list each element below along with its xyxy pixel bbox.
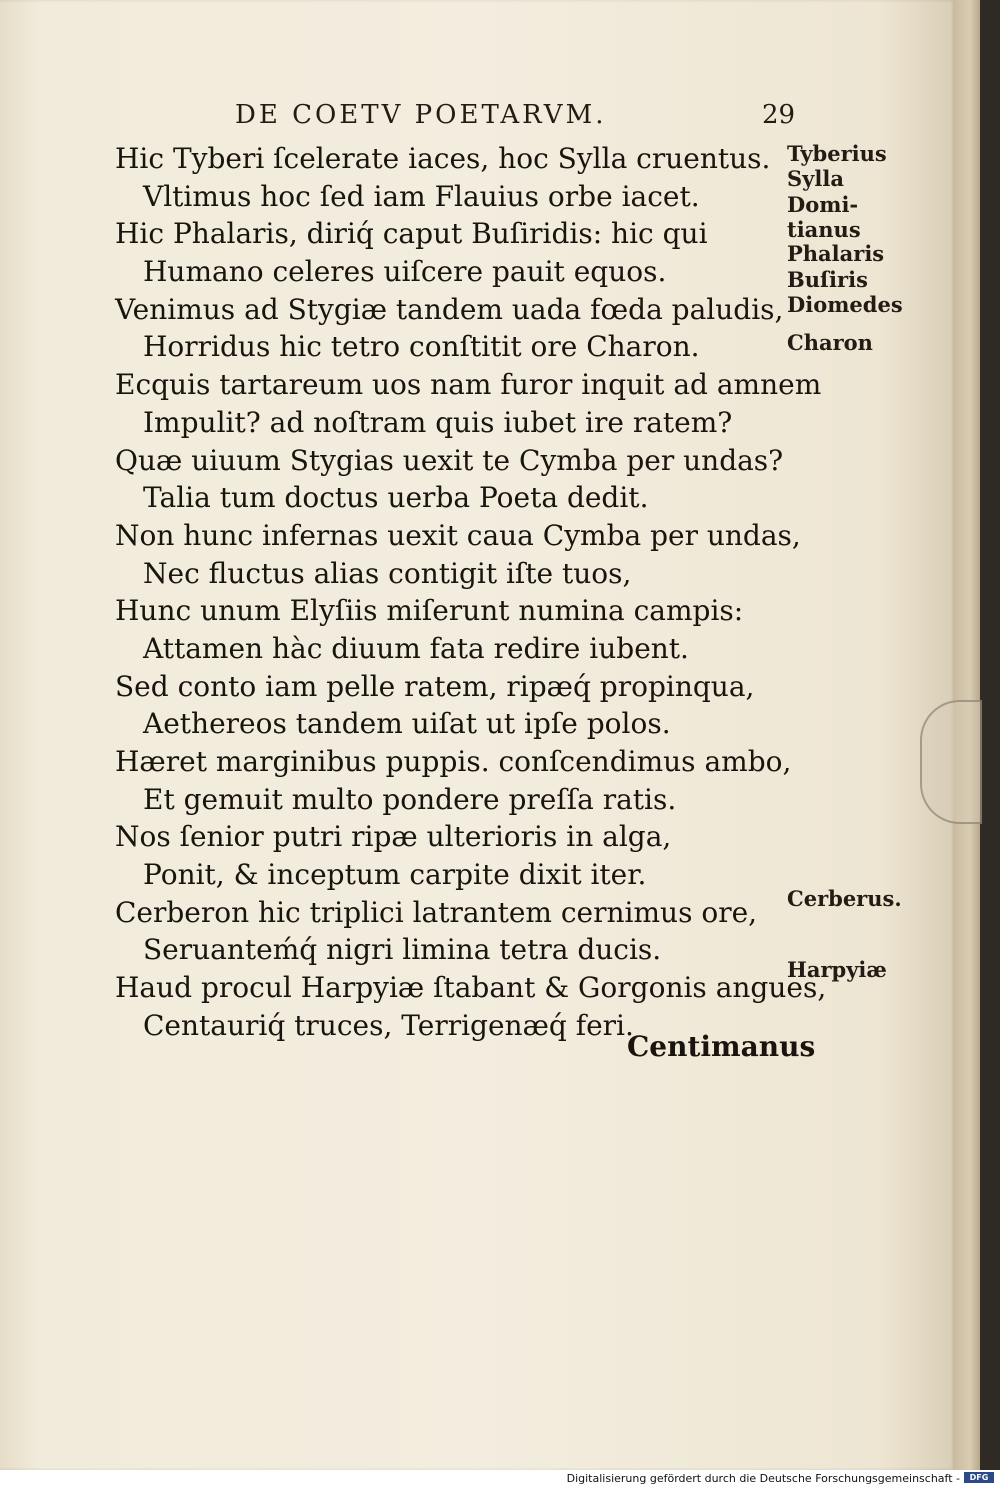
marginal-note: Harpyiæ xyxy=(787,957,887,982)
verse-line: Quæ uiuum Stygias uexit te Cymba per undas? xyxy=(115,443,784,477)
marginal-note: Cerberus. xyxy=(787,886,902,911)
verse-line: Haud procul Harpyiæ ſtabant & Gorgonis angues, xyxy=(115,971,827,1005)
verse-line: Nec fluctus alias contigit iſte tuos, xyxy=(143,556,632,590)
marginal-note: Diomedes xyxy=(787,292,903,317)
marginal-note: Sylla xyxy=(787,166,844,191)
verse-line: Attamen hàc diuum fata redire iubent. xyxy=(143,631,689,665)
marginal-note: tianus xyxy=(787,217,861,242)
verse-line: Cerberon hic triplici latrantem cernimus ore, xyxy=(115,895,758,929)
verse-line: Hunc unum Elyſiis miſerunt numina campis: xyxy=(115,594,744,628)
verse-line: Horridus hic tetro conſtitit ore Charon. xyxy=(143,330,700,364)
running-head: DE COETV POETARVM. xyxy=(235,100,607,130)
marginal-note: Tyberius xyxy=(787,141,887,166)
marginal-note: Buſiris xyxy=(787,267,868,292)
verse-line: Seruanteḿq́ nigri limina tetra ducis. xyxy=(143,933,662,967)
page-clip xyxy=(920,700,982,824)
funding-credit: Digitalisierung gefördert durch die Deutsche Forschungsgemeinschaft - xyxy=(566,1472,960,1485)
verse-line: Hic Phalaris, diriq́ caput Buſiridis: hic qui xyxy=(115,217,708,251)
verse-line: Hæret marginibus puppis. conſcendimus ambo, xyxy=(115,745,792,778)
verse-line: Hic Tyberi ſcelerate iaces, hoc Sylla cruentus. xyxy=(115,142,771,175)
verse-line: Venimus ad Stygiæ tandem uada fœda paludis, xyxy=(115,292,784,326)
page-number: 29 xyxy=(762,100,796,130)
verse-line: Impulit? ad noſtram quis iubet ire ratem? xyxy=(143,405,733,439)
verse-line: Humano celeres uiſcere pauit equos. xyxy=(143,255,667,289)
verse-line: Aethereos tandem uiſat ut ipſe polos. xyxy=(143,707,671,741)
verse-line: Ponit, & inceptum carpite dixit iter. xyxy=(143,858,647,892)
marginal-note: Phalaris xyxy=(787,241,885,266)
verse-line: Non hunc infernas uexit caua Cymba per undas, xyxy=(115,518,801,552)
catchword: Centimanus xyxy=(627,1030,816,1063)
verse-line: Ecquis tartareum uos nam furor inquit ad amnem xyxy=(115,368,822,402)
dfg-logo: DFG xyxy=(964,1472,994,1483)
marginal-note: Domi- xyxy=(787,192,859,217)
marginal-note: Charon xyxy=(787,330,873,355)
verse-line: Et gemuit multo pondere preſſa ratis. xyxy=(143,782,677,816)
verse-line: Centauriq́ truces, Terrigenæq́ feri. xyxy=(143,1008,634,1042)
verse-line: Talia tum doctus uerba Poeta dedit. xyxy=(143,481,649,515)
verse-line: Vltimus hoc ſed iam Flauius orbe iacet. xyxy=(143,179,700,213)
verse-line: Nos ſenior putri ripæ ulterioris in alga, xyxy=(115,820,672,854)
verse-line: Sed conto iam pelle ratem, ripæq́ propinqua, xyxy=(115,669,755,703)
